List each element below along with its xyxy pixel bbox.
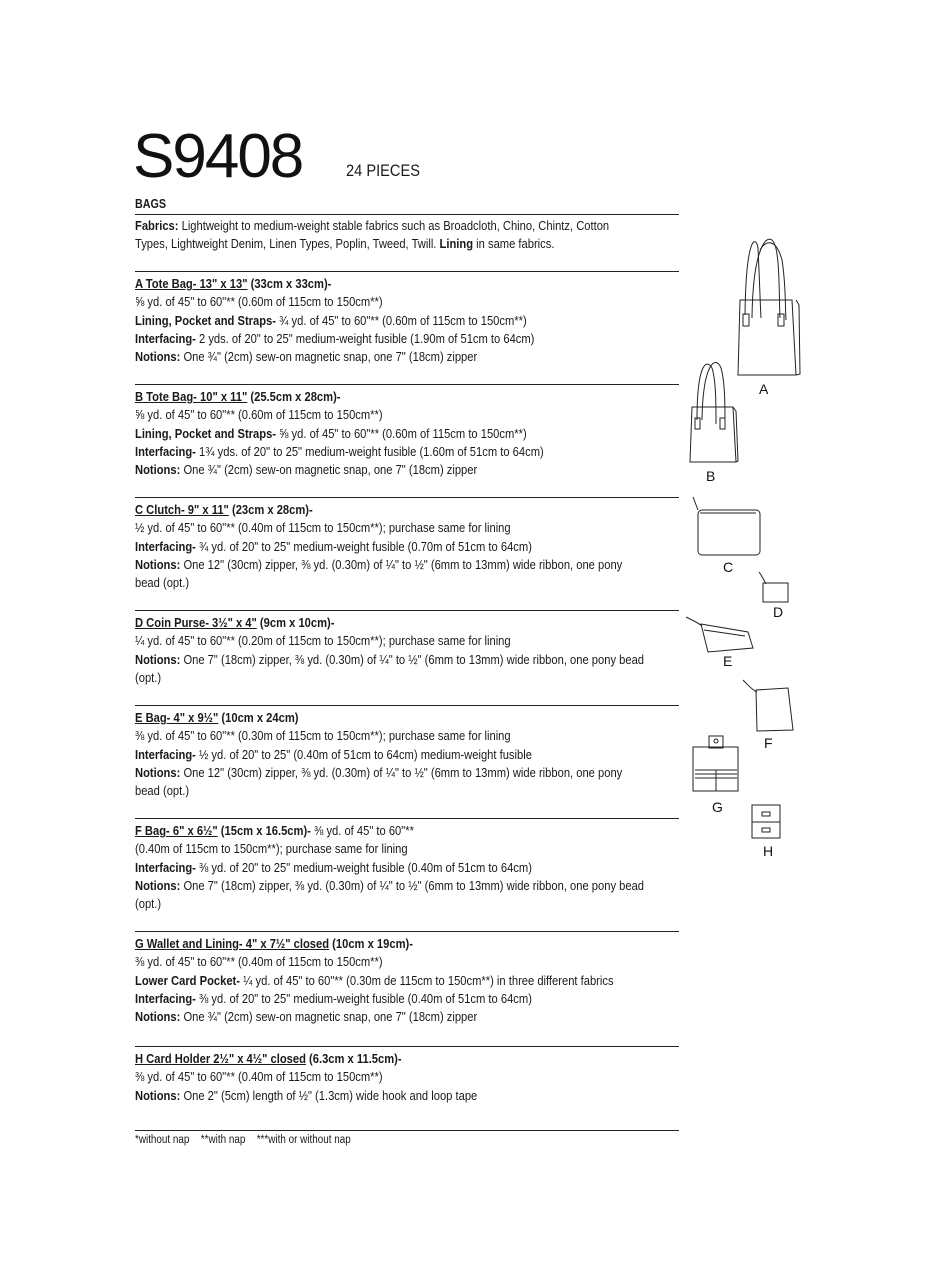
view-h-notions: One 2" (5cm) length of ½" (1.3cm) wide hook and loop tape (180, 1087, 478, 1103)
fabrics-line2b: in same fabrics. (473, 236, 555, 252)
view-c-interfacing: ¾ yd. of 20" to 25" medium-weight fusible (0.70m of 51cm to 64cm) (195, 538, 532, 554)
view-f-yardage: ⅜ yd. of 45" to 60"** (310, 823, 414, 838)
view-a-yardage: ⅝ yd. of 45" to 60"** (0.60m of 115cm to 150cm**) (135, 294, 383, 310)
view-f-metric: (15cm x 16.5cm)- (217, 823, 311, 838)
view-f-title: F Bag- 6" x 6½" (135, 823, 218, 838)
view-g-interfacing: ⅜ yd. of 20" to 25" medium-weight fusible (0.40m of 51cm to 64cm) (195, 990, 532, 1006)
view-h-title: H Card Holder 2½" x 4½" closed (135, 1051, 306, 1066)
view-g-pocket: ¼ yd. of 45" to 60"** (0.30m de 115cm to 150cm**) in three different fabrics (240, 972, 614, 988)
view-f-notions: One 7" (18cm) zipper, ⅜ yd. (0.30m) of ¼" to ½" (6mm to 13mm) wide ribbon, one pony bead (180, 877, 645, 893)
view-a-interfacing: 2 yds. of 20" to 25" medium-weight fusible (1.90m of 51cm to 64cm) (195, 330, 535, 346)
view-c-interfacing-label: Interfacing- (135, 538, 196, 554)
view-f-yardage-cont: (0.40m of 115cm to 150cm**); purchase same for lining (135, 841, 408, 857)
view-b-lining: ⅝ yd. of 45" to 60"** (0.60m of 115cm to 150cm**) (276, 425, 527, 441)
coin-purse-d-illustration (759, 572, 788, 602)
label-e: E (723, 653, 733, 669)
view-e-notions: One 12" (30cm) zipper, ⅜ yd. (0.30m) of ¼" to ½" (6mm to 13mm) wide ribbon, one pony (180, 764, 623, 780)
view-c-notions-cont: bead (opt.) (135, 575, 190, 591)
view-e-yardage: ⅜ yd. of 45" to 60"** (0.30m of 115cm to 150cm**); purchase same for lining (135, 728, 511, 744)
view-g-notions-label: Notions: (135, 1009, 181, 1025)
view-f-interfacing: ⅜ yd. of 20" to 25" medium-weight fusible (0.40m of 51cm to 64cm) (195, 859, 532, 875)
view-e-notions-cont: bead (opt.) (135, 783, 190, 799)
view-b-metric: (25.5cm x 28cm)- (247, 389, 341, 404)
view-c-yardage: ½ yd. of 45" to 60"** (0.40m of 115cm to 150cm**); purchase same for lining (135, 520, 511, 536)
view-c-metric: (23cm x 28cm)- (228, 502, 313, 517)
footnote-with-nap: **with nap (200, 1134, 246, 1146)
bag-e-illustration (686, 617, 753, 652)
view-a-notions: One ¾" (2cm) sew-on magnetic snap, one 7" (18cm) zipper (180, 349, 478, 365)
view-a-metric: (33cm x 33cm)- (247, 276, 332, 291)
view-g-pocket-label: Lower Card Pocket- (135, 972, 241, 988)
view-g-metric: (10cm x 19cm)- (329, 936, 413, 951)
category-title: BAGS (135, 197, 167, 211)
view-d-notions-label: Notions: (135, 651, 181, 667)
view-a-interfacing-label: Interfacing- (135, 330, 196, 346)
label-d: D (773, 604, 784, 620)
view-b-title: B Tote Bag- 10" x 11" (135, 389, 248, 404)
view-g-notions: One ¾" (2cm) sew-on magnetic snap, one 7" (18cm) zipper (180, 1009, 478, 1025)
label-c: C (723, 559, 734, 575)
view-f-notions-label: Notions: (135, 877, 181, 893)
view-b-lining-label: Lining, Pocket and Straps- (135, 425, 277, 441)
label-h: H (763, 843, 774, 859)
view-d-yardage: ¼ yd. of 45" to 60"** (0.20m of 115cm to 150cm**); purchase same for lining (135, 633, 511, 649)
view-a-title: A Tote Bag- 13" x 13" (135, 276, 248, 291)
view-f-notions-cont: (opt.) (135, 896, 162, 912)
footnote-with-or-without-nap: ***with or without nap (256, 1134, 351, 1146)
clutch-c-illustration (693, 497, 760, 555)
view-c-title: C Clutch- 9" x 11" (135, 502, 229, 517)
card-holder-h-illustration (752, 805, 780, 838)
label-b: B (706, 468, 716, 484)
view-g-yardage: ⅜ yd. of 45" to 60"** (0.40m of 115cm to 150cm**) (135, 954, 383, 970)
view-a-lining: ¾ yd. of 45" to 60"** (0.60m of 115cm to 150cm**) (276, 312, 527, 328)
view-g-title: G Wallet and Lining- 4" x 7½" closed (135, 936, 330, 951)
view-d-title: D Coin Purse- 3½" x 4" (135, 615, 257, 630)
view-e-metric: (10cm x 24cm) (218, 710, 299, 725)
view-b-notions-label: Notions: (135, 462, 181, 478)
view-f-interfacing-label: Interfacing- (135, 859, 196, 875)
label-a: A (759, 381, 769, 397)
bag-f-illustration (743, 680, 793, 731)
view-e-title: E Bag- 4" x 9½" (135, 710, 219, 725)
pieces-count: 24 PIECES (346, 161, 420, 180)
view-a-lining-label: Lining, Pocket and Straps- (135, 312, 277, 328)
lining-label: Lining (439, 236, 474, 252)
fabrics-line1: Lightweight to medium-weight stable fabrics such as Broadcloth, Chino, Chintz, Cotton (178, 218, 610, 233)
view-d-notions-cont: (opt.) (135, 669, 162, 685)
view-e-interfacing-label: Interfacing- (135, 746, 196, 762)
view-h-yardage: ⅜ yd. of 45" to 60"** (0.40m of 115cm to 150cm**) (135, 1069, 383, 1085)
tote-bag-a-illustration (738, 239, 800, 375)
fabrics-label: Fabrics: (135, 218, 179, 233)
view-b-interfacing-label: Interfacing- (135, 443, 196, 459)
view-h-metric: (6.3cm x 11.5cm)- (305, 1051, 402, 1066)
view-a-notions-label: Notions: (135, 349, 181, 365)
view-e-interfacing: ½ yd. of 20" to 25" (0.40m of 51cm to 64cm) medium-weight fusible (195, 746, 532, 762)
view-b-interfacing: 1¾ yds. of 20" to 25" medium-weight fusible (1.60m of 51cm to 64cm) (195, 443, 544, 459)
view-c-notions: One 12" (30cm) zipper, ⅜ yd. (0.30m) of ¼" to ½" (6mm to 13mm) wide ribbon, one pony (180, 556, 623, 572)
view-h-notions-label: Notions: (135, 1087, 181, 1103)
fabrics-line2a: Types, Lightweight Denim, Linen Types, Poplin, Tweed, Twill. (135, 236, 440, 252)
footnote-without-nap: *without nap (135, 1134, 190, 1146)
label-g: G (712, 799, 723, 815)
view-b-yardage: ⅝ yd. of 45" to 60"** (0.60m of 115cm to 150cm**) (135, 407, 383, 423)
wallet-g-illustration (693, 736, 738, 791)
view-d-notions: One 7" (18cm) zipper, ⅜ yd. (0.30m) of ¼" to ½" (6mm to 13mm) wide ribbon, one pony bead (180, 651, 645, 667)
view-d-metric: (9cm x 10cm)- (256, 615, 335, 630)
view-b-notions: One ¾" (2cm) sew-on magnetic snap, one 7" (18cm) zipper (180, 462, 478, 478)
view-c-notions-label: Notions: (135, 556, 181, 572)
view-g-interfacing-label: Interfacing- (135, 990, 196, 1006)
tote-bag-b-illustration (690, 362, 738, 462)
label-f: F (764, 735, 773, 751)
pattern-number: S9408 (133, 122, 303, 191)
view-e-notions-label: Notions: (135, 764, 181, 780)
